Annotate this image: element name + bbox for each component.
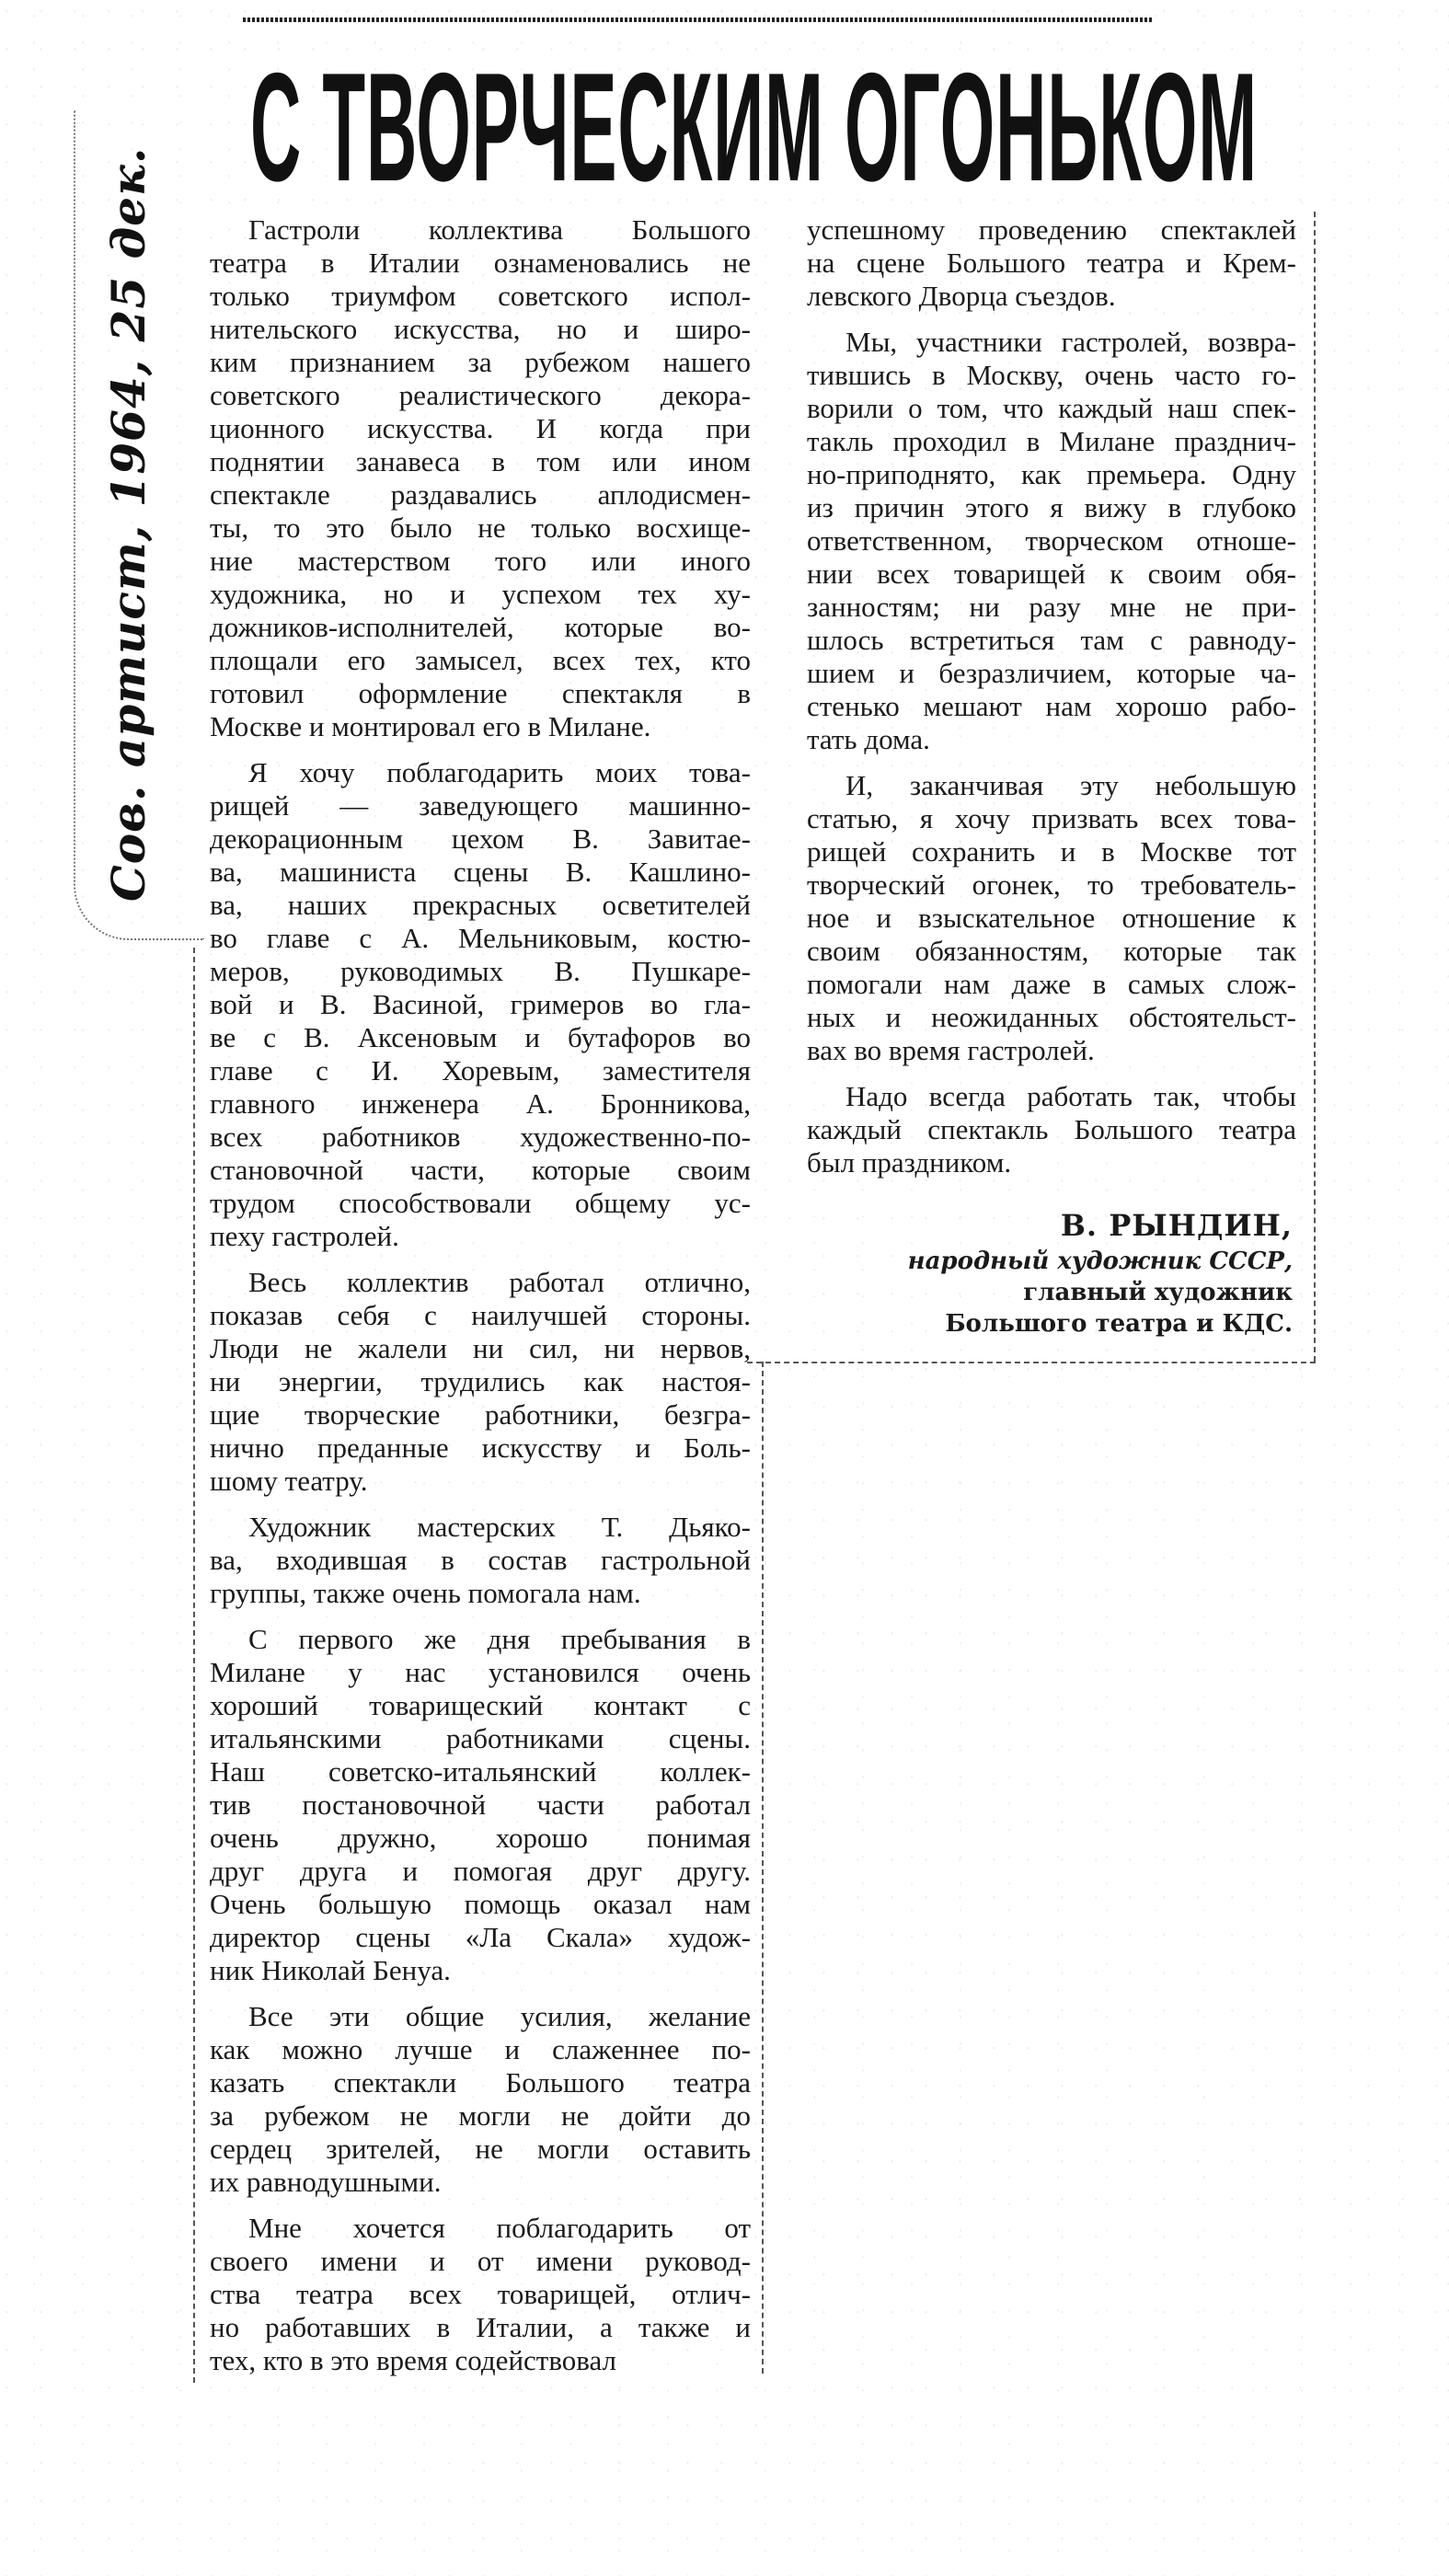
- paragraph: [807, 213, 1296, 313]
- text-line: С первого же дня пребывания в: [248, 1623, 751, 1655]
- text-line: декорационным цехом В. Завитае-: [210, 822, 751, 855]
- text-line: Москве и монтировал его в Милане.: [210, 710, 651, 742]
- text-line: казать спектакли Большого театра: [210, 2066, 751, 2099]
- text-line: ответственном, творческом отноше-: [807, 524, 1296, 557]
- text-line: как можно лучше и слаженнее по-: [210, 2033, 751, 2065]
- text-line: Мне хочется поблагодарить от: [248, 2212, 751, 2244]
- handwritten-note: Сов. артист, 1964, 25 дек.: [101, 146, 155, 902]
- text-line: очень дружно, хорошо понимая: [210, 1822, 751, 1854]
- text-line: успешному проведению спектаклей: [807, 213, 1296, 246]
- text-line: Весь коллектив работал отлично,: [248, 1266, 751, 1298]
- text-line: пеху гастролей.: [210, 1220, 399, 1252]
- text-line: своего имени и от имени руковод-: [210, 2245, 751, 2277]
- text-line: трудом способствовали общему ус-: [210, 1187, 751, 1219]
- text-line: на сцене Большого театра и Крем-: [807, 247, 1296, 279]
- text-line: площали его замысел, всех тех, кто: [210, 644, 751, 676]
- text-line: Я хочу поблагодарить моих това-: [248, 756, 751, 788]
- text-line: всех работников художественно-по-: [210, 1121, 751, 1153]
- paragraph: [210, 756, 751, 1253]
- paragraph: [807, 326, 1296, 756]
- cut-line-middle: [762, 1362, 764, 2374]
- text-line: такль проходил в Милане празднич-: [807, 425, 1296, 457]
- text-line: творческий огонек, то требователь-: [807, 868, 1296, 901]
- text-line: группы, также очень помогала нам.: [210, 1577, 641, 1609]
- text-line: шием и безразличием, которые ча-: [807, 657, 1296, 689]
- text-line: спектакле раздавались аплодисмен-: [210, 478, 751, 511]
- signature: [908, 1205, 1293, 1340]
- paragraph: [210, 2212, 751, 2377]
- text-line: ных и неожиданных обстоятельст-: [807, 1001, 1296, 1033]
- text-line: во главе с А. Мельниковым, костю-: [210, 922, 751, 954]
- text-line: театра в Италии ознаменовались не: [210, 247, 751, 279]
- text-line: советского реалистического декора-: [210, 379, 751, 411]
- text-line: ва, машиниста сцены В. Кашлино-: [210, 856, 751, 888]
- text-line: своим обязанностям, которые так: [807, 935, 1296, 967]
- text-line: Гастроли коллектива Большого: [248, 213, 751, 246]
- text-line: из причин этого я вижу в глубоко: [807, 491, 1296, 523]
- text-line: ве с В. Аксеновым и бутафоров во: [210, 1021, 751, 1053]
- text-line: Наш советско-итальянский коллек-: [210, 1755, 751, 1788]
- text-line: ты, то это было не только восхище-: [210, 512, 751, 544]
- cut-line-horizontal: [747, 1362, 1316, 1363]
- text-line: художника, но и успехом тех ху-: [210, 578, 751, 610]
- text-line: статью, я хочу призвать всех това-: [807, 802, 1296, 834]
- text-line: ворили о том, что каждый наш спек-: [807, 392, 1296, 424]
- text-line: итальянскими работниками сцены.: [210, 1722, 751, 1754]
- text-line: друг друга и помогая друг другу.: [210, 1855, 751, 1887]
- headline: [250, 40, 1258, 213]
- text-line: каждый спектакль Большого театра: [807, 1113, 1296, 1145]
- author-position: главный художник: [1023, 1279, 1293, 1306]
- text-line: рищей сохранить и в Москве тот: [807, 835, 1296, 868]
- text-line: становочной части, которые своим: [210, 1154, 751, 1186]
- text-line: за рубежом не могли не дойти до: [210, 2099, 751, 2132]
- text-line: тех, кто в это время содействовал: [210, 2344, 616, 2376]
- text-line: тать дома.: [807, 723, 930, 755]
- cut-line-right: [1314, 212, 1316, 1362]
- paragraph: [210, 1623, 751, 1987]
- right-column: [807, 213, 1296, 1192]
- text-line: ное и взыскательное отношение к: [807, 902, 1296, 934]
- text-line: Люди не жалели ни сил, ни нервов,: [210, 1332, 751, 1364]
- text-line: ким признанием за рубежом нашего: [210, 346, 751, 378]
- text-line: нично преданные искусству и Боль-: [210, 1432, 751, 1464]
- text-line: ние мастерством того или иного: [210, 545, 751, 577]
- text-line: но работавших в Италии, а также и: [210, 2311, 751, 2343]
- text-line: вах во время гастролей.: [807, 1034, 1095, 1066]
- author-title: народный художник СССР,: [907, 1248, 1293, 1275]
- top-rule: [243, 17, 1154, 22]
- cut-line-left: [193, 948, 195, 2383]
- text-line: Милане у нас установился очень: [210, 1656, 751, 1688]
- text-line: меров, руководимых В. Пушкаре-: [210, 955, 751, 987]
- text-line: ционного искусства. И когда при: [210, 412, 751, 444]
- text-line: занностям; ни разу мне не при-: [807, 591, 1296, 623]
- text-line: хороший товарищеский контакт с: [210, 1689, 751, 1721]
- author-organization: Большого театра и КДС.: [945, 1310, 1293, 1338]
- text-line: ва, входившая в состав гастрольной: [210, 1544, 751, 1576]
- paragraph: [210, 213, 751, 743]
- text-line: шому театру.: [210, 1465, 368, 1497]
- text-line: готовил оформление спектакля в: [210, 677, 751, 709]
- text-line: Очень большую помощь оказал нам: [210, 1888, 751, 1920]
- text-line: был праздником.: [807, 1146, 1012, 1179]
- text-line: Все эти общие усилия, желание: [248, 2000, 751, 2032]
- text-line: ни энергии, трудились как настоя-: [210, 1365, 751, 1397]
- text-line: главного инженера А. Бронникова,: [210, 1087, 751, 1120]
- text-line: шлось встретиться там с равноду-: [807, 624, 1296, 656]
- paragraph: [807, 1080, 1296, 1179]
- text-line: главе с И. Хоревым, заместителя: [210, 1054, 751, 1087]
- text-line: рищей — заведующего машинно-: [210, 789, 751, 822]
- text-line: вой и В. Васиной, гримеров во гла-: [210, 988, 751, 1020]
- text-line: левского Дворца съездов.: [807, 280, 1116, 312]
- text-line: И, заканчивая эту небольшую: [845, 769, 1296, 801]
- text-line: ва, наших прекрасных осветителей: [210, 889, 751, 921]
- text-line: но-приподнято, как премьера. Одну: [807, 458, 1296, 490]
- author-name: В. РЫНДИН,: [1060, 1208, 1293, 1243]
- text-line: дожников-исполнителей, которые во-: [210, 611, 751, 643]
- paragraph: [210, 1266, 751, 1498]
- text-line: Надо всегда работать так, чтобы: [845, 1080, 1296, 1112]
- text-line: тив постановочной части работал: [210, 1788, 751, 1821]
- text-line: показав себя с наилучшей стороны.: [210, 1299, 751, 1331]
- text-line: Художник мастерских Т. Дьяко-: [248, 1511, 751, 1543]
- text-line: только триумфом советского испол-: [210, 280, 751, 312]
- text-line: Мы, участники гастролей, возвра-: [845, 326, 1296, 358]
- text-line: поднятии занавеса в том или ином: [210, 445, 751, 477]
- text-line: стенько мешают нам хорошо рабо-: [807, 690, 1296, 722]
- text-line: директор сцены «Ла Скала» худож-: [210, 1921, 751, 1953]
- text-line: ник Николай Бенуа.: [210, 1954, 451, 1986]
- text-line: нии всех товарищей к своим обя-: [807, 558, 1296, 590]
- text-line: их равнодушными.: [210, 2166, 442, 2198]
- text-line: ства театра всех товарищей, отлич-: [210, 2278, 751, 2310]
- paragraph: [807, 769, 1296, 1067]
- text-line: помогали нам даже в самых слож-: [807, 968, 1296, 1000]
- left-column: [210, 213, 751, 2390]
- text-line: сердец зрителей, не могли оставить: [210, 2133, 751, 2165]
- article-title: С ТВОРЧЕСКИМ ОГОНЬКОМ: [250, 40, 1258, 213]
- text-line: нительского искусства, но и широ-: [210, 313, 751, 345]
- text-line: щие творческие работники, безгра-: [210, 1398, 751, 1431]
- paragraph: [210, 1511, 751, 1610]
- text-line: тившись в Москву, очень часто го-: [807, 359, 1296, 391]
- paragraph: [210, 2000, 751, 2199]
